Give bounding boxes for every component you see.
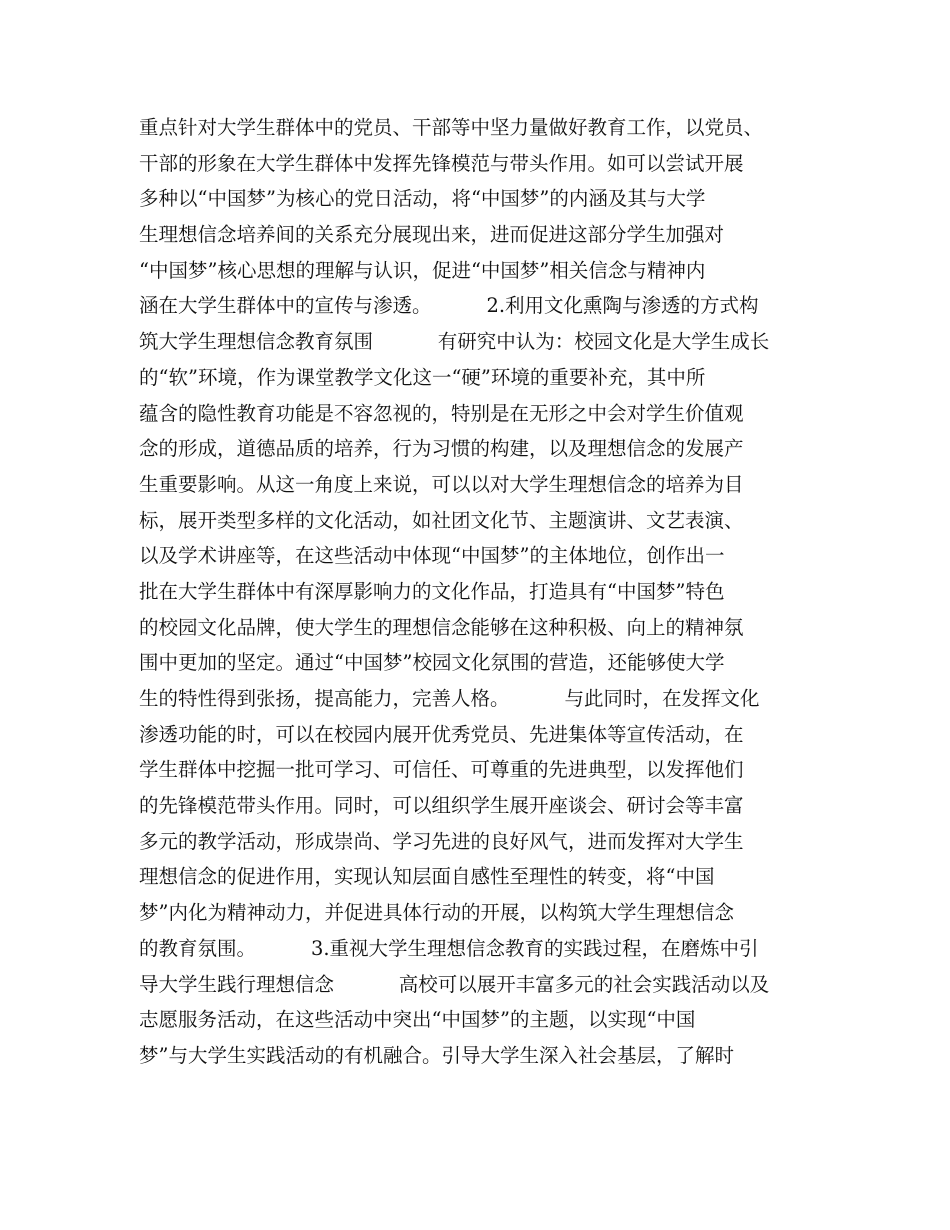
text-line: 涵在大学生群体中的宣传与渗透。 2.利用文化熏陶与渗透的方式构 xyxy=(139,294,759,318)
text-line: 的先锋模范带头作用。同时，可以组织学生展开座谈会、研讨会等丰富 xyxy=(139,794,744,818)
text-line: 生重要影响。从这一角度上来说，可以以对大学生理想信念的培养为目 xyxy=(139,472,744,496)
text-line: 蕴含的隐性教育功能是不容忽视的，特别是在无形之中会对学生价值观 xyxy=(139,401,744,425)
text-line: 导大学生践行理想信念 高校可以展开丰富多元的社会实践活动以及 xyxy=(139,972,770,996)
text-line: 念的形成，道德品质的培养，行为习惯的构建，以及理想信念的发展产 xyxy=(139,437,744,461)
text-line: 学生群体中挖掘一批可学习、可信任、可尊重的先进典型，以发挥他们 xyxy=(139,758,744,782)
text-line: 的“软”环境，作为课堂教学文化这一“硬”环境的重要补充，其中所 xyxy=(139,365,706,389)
text-line: 生的特性得到张扬，提高能力，完善人格。 与此同时，在发挥文化 xyxy=(139,687,760,710)
body-text xyxy=(139,110,829,1074)
text-line: 的教育氛围。 3.重视大学生理想信念教育的实践过程，在磨炼中引 xyxy=(139,936,759,960)
text-line: 志愿服务活动，在这些活动中突出“中国梦”的主题，以实现“中国 xyxy=(139,1008,696,1032)
text-line: 批在大学生群体中有深厚影响力的文化作品，打造具有“中国梦”特色 xyxy=(139,579,725,603)
text-line: 干部的形象在大学生群体中发挥先锋模范与带头作用。如可以尝试开展 xyxy=(139,151,744,175)
text-line: 梦”内化为精神动力，并促进具体行动的开展，以构筑大学生理想信念 xyxy=(139,901,734,925)
text-line: 渗透功能的时，可以在校园内展开优秀党员、先进集体等宣传活动，在 xyxy=(139,722,744,746)
text-line: 围中更加的坚定。通过“中国梦”校园文化氛围的营造，还能够使大学 xyxy=(139,651,725,675)
text-line: 标，展开类型多样的文化活动，如社团文化节、主题演讲、文艺表演、 xyxy=(139,508,744,532)
text-line: 多元的教学活动，形成崇尚、学习先进的良好风气，进而发挥对大学生 xyxy=(139,829,744,853)
text-line: 多种以“中国梦”为核心的党日活动，将“中国梦”的内涵及其与大学 xyxy=(139,187,706,211)
text-line: 生理想信念培养间的关系充分展现出来，进而促进这部分学生加强对 xyxy=(139,223,725,247)
text-line: 以及学术讲座等，在这些活动中体现“中国梦”的主体地位，创作出一 xyxy=(139,544,725,568)
text-line: 筑大学生理想信念教育氛围 有研究中认为：校园文化是大学生成长 xyxy=(139,330,770,354)
text-line: 重点针对大学生群体中的党员、干部等中坚力量做好教育工作，以党员、 xyxy=(139,116,764,139)
text-line: 理想信念的促进作用，实现认知层面自感性至理性的转变，将“中国 xyxy=(139,865,715,889)
text-line: 的校园文化品牌，使大学生的理想信念能够在这种积极、向上的精神氛 xyxy=(139,615,744,639)
text-line: 梦”与大学生实践活动的有机融合。引导大学生深入社会基层，了解时 xyxy=(139,1043,734,1067)
text-line: “中国梦”核心思想的理解与认识，促进“中国梦”相关信念与精神内 xyxy=(139,258,706,282)
